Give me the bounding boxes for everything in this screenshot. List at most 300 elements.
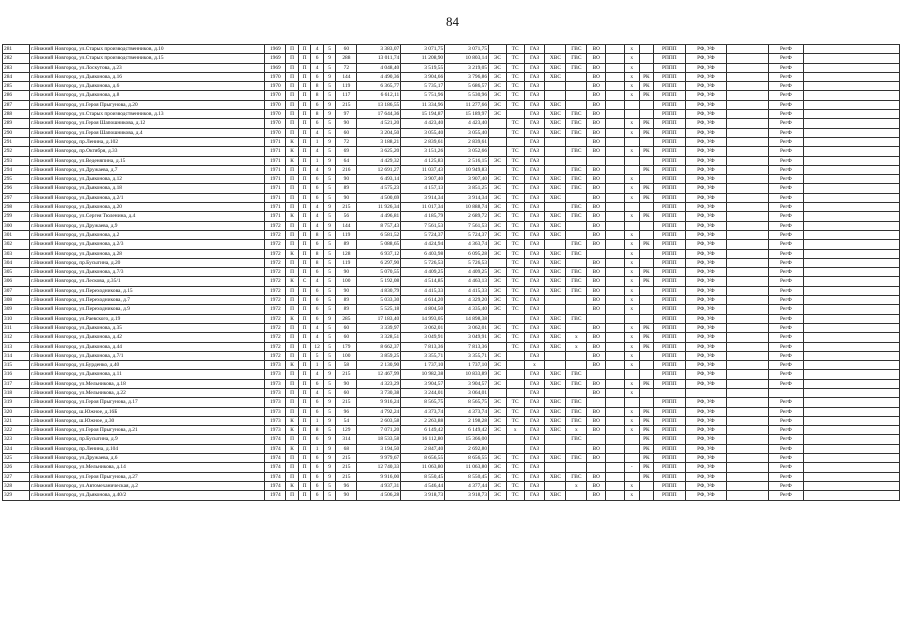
table-cell: 8 565,75 xyxy=(401,398,445,407)
table-cell xyxy=(639,54,654,63)
table-cell xyxy=(727,296,769,305)
table-cell: 9 xyxy=(323,314,336,323)
table-cell: П xyxy=(298,119,311,128)
table-cell: 1973 xyxy=(265,388,286,397)
table-cell: РегФ xyxy=(769,91,804,100)
table-cell xyxy=(624,444,639,453)
table-cell: К xyxy=(286,416,299,425)
table-cell: ВО xyxy=(587,128,606,137)
table-cell xyxy=(727,407,769,416)
address-cell: г.Нижний Новгород, ул.Дружаева, д.9 xyxy=(30,221,265,230)
table-cell xyxy=(639,398,654,407)
table-cell: РФ, УФ xyxy=(685,342,727,351)
address-cell: г.Нижний Новгород, ул.Старых производственников, д.15 xyxy=(30,54,265,63)
table-cell: 5 726,53 xyxy=(445,258,489,267)
table-cell: 100 xyxy=(336,277,357,286)
table-cell: ВО xyxy=(587,212,606,221)
table-cell: 312 xyxy=(3,333,30,342)
table-cell xyxy=(727,119,769,128)
table-cell: ВО xyxy=(587,100,606,109)
table-cell xyxy=(566,221,587,230)
table-cell: ТС xyxy=(506,240,524,249)
table-cell: 1971 xyxy=(265,156,286,165)
table-cell: ЭС xyxy=(489,407,507,416)
table-cell xyxy=(606,156,625,165)
table-cell: РФ, УФ xyxy=(685,472,727,481)
table-cell: ТС xyxy=(506,63,524,72)
table-cell: ГАЗ xyxy=(524,193,545,202)
table-cell: х xyxy=(624,91,639,100)
table-cell: РегФ xyxy=(769,165,804,174)
table-cell: ГАЗ xyxy=(524,454,545,463)
table-cell: ГВС xyxy=(566,54,587,63)
table-cell: 1972 xyxy=(265,314,286,323)
table-cell: 1971 xyxy=(265,193,286,202)
table-cell: РК xyxy=(639,212,654,221)
table-cell: П xyxy=(298,193,311,202)
table-cell: 6 xyxy=(311,286,324,295)
table-cell: 328 xyxy=(3,481,30,490)
table-cell: 308 xyxy=(3,296,30,305)
table-cell: ТС xyxy=(506,82,524,91)
table-cell: ВО xyxy=(587,323,606,332)
table-cell: ГВС xyxy=(566,454,587,463)
table-cell: 6 xyxy=(311,54,324,63)
table-cell: П xyxy=(286,268,299,277)
table-cell xyxy=(506,110,524,119)
address-cell: г.Нижний Новгород, ул.Лескова, д.35/1 xyxy=(30,277,265,286)
table-cell: ВО xyxy=(587,416,606,425)
table-cell: 4 xyxy=(311,221,324,230)
table-cell xyxy=(639,361,654,370)
table-cell: 5 xyxy=(323,212,336,221)
table-cell xyxy=(624,165,639,174)
table-cell: ВО xyxy=(587,472,606,481)
table-cell: РППП xyxy=(654,426,685,435)
table-cell xyxy=(566,156,587,165)
table-cell: 9 xyxy=(323,416,336,425)
table-cell: 60 xyxy=(336,128,357,137)
table-cell: х xyxy=(624,119,639,128)
table-cell: ЭС xyxy=(489,63,507,72)
table-row xyxy=(3,240,900,249)
address-cell: г.Нижний Новгород, ул.Дьяконова, д.40/2 xyxy=(30,491,265,500)
address-cell: г.Нижний Новгород, ул.Лоскутова, д.23 xyxy=(30,63,265,72)
table-cell: 9 xyxy=(323,444,336,453)
table-cell: ВО xyxy=(587,277,606,286)
table-cell xyxy=(803,351,899,360)
table-cell: ГАЗ xyxy=(524,156,545,165)
table-cell: 3 918,73 xyxy=(401,491,445,500)
table-cell xyxy=(803,305,899,314)
table-cell xyxy=(727,342,769,351)
table-cell: ТС xyxy=(506,472,524,481)
table-cell: 5 xyxy=(323,63,336,72)
table-cell: 5 xyxy=(323,407,336,416)
table-cell: 297 xyxy=(3,193,30,202)
table-cell xyxy=(803,54,899,63)
table-cell: РППП xyxy=(654,128,685,137)
table-cell: 288 xyxy=(3,110,30,119)
table-cell: РегФ xyxy=(769,444,804,453)
table-cell: РФ, УФ xyxy=(685,221,727,230)
table-cell: РФ, УФ xyxy=(685,444,727,453)
table-cell: РППП xyxy=(654,184,685,193)
table-cell: 6 xyxy=(311,184,324,193)
table-cell xyxy=(606,212,625,221)
table-cell xyxy=(606,351,625,360)
table-cell xyxy=(587,249,606,258)
table-cell: х xyxy=(624,296,639,305)
table-body xyxy=(3,45,900,501)
address-cell: г.Нижний Новгород, ул.Дьяконова, д.18 xyxy=(30,184,265,193)
table-cell: ЭС xyxy=(489,212,507,221)
table-cell xyxy=(545,165,566,174)
table-cell: РППП xyxy=(654,212,685,221)
table-cell xyxy=(727,435,769,444)
table-cell: 11 063,80 xyxy=(445,463,489,472)
table-row xyxy=(3,481,900,490)
table-cell: 4 575,23 xyxy=(357,184,401,193)
table-cell: ВО xyxy=(587,333,606,342)
table-cell: РФ, УФ xyxy=(685,54,727,63)
table-cell: 4 423,40 xyxy=(445,119,489,128)
table-cell: х xyxy=(624,212,639,221)
table-cell xyxy=(803,156,899,165)
table-cell: РППП xyxy=(654,454,685,463)
table-cell: РФ, УФ xyxy=(685,323,727,332)
table-cell: 2 839,61 xyxy=(445,137,489,146)
table-cell: 7 071,20 xyxy=(357,426,401,435)
table-cell xyxy=(506,314,524,323)
table-cell: 5 xyxy=(323,351,336,360)
table-cell: х xyxy=(624,342,639,351)
table-cell: ЭС xyxy=(489,277,507,286)
table-cell xyxy=(727,240,769,249)
table-cell: РФ, УФ xyxy=(685,45,727,54)
table-cell xyxy=(727,277,769,286)
address-cell: г.Нижний Новгород, ул.Дьяконова, д.44 xyxy=(30,342,265,351)
table-cell: РППП xyxy=(654,351,685,360)
table-cell: 3 328,51 xyxy=(357,333,401,342)
table-cell xyxy=(727,110,769,119)
table-cell: ВО xyxy=(587,491,606,500)
table-cell: 1 737,10 xyxy=(445,361,489,370)
table-cell xyxy=(639,481,654,490)
table-cell xyxy=(489,128,507,137)
table-cell xyxy=(506,370,524,379)
table-cell xyxy=(639,100,654,109)
table-cell: РегФ xyxy=(769,221,804,230)
table-cell: 5 530,96 xyxy=(445,91,489,100)
table-cell: ХВС xyxy=(545,249,566,258)
table-cell: РегФ xyxy=(769,426,804,435)
table-cell: РППП xyxy=(654,147,685,156)
table-row xyxy=(3,361,900,370)
table-cell: ЭС xyxy=(489,305,507,314)
table-cell: К xyxy=(286,361,299,370)
table-cell: 1972 xyxy=(265,221,286,230)
table-cell: ЭС xyxy=(489,361,507,370)
table-cell: РК xyxy=(639,82,654,91)
table-cell: РФ, УФ xyxy=(685,296,727,305)
table-cell: 9 xyxy=(323,156,336,165)
table-cell xyxy=(566,444,587,453)
table-row xyxy=(3,156,900,165)
table-cell: К xyxy=(286,249,299,258)
table-cell: 8 550,45 xyxy=(401,472,445,481)
table-cell: 216 xyxy=(336,165,357,174)
table-cell: ГАЗ xyxy=(524,165,545,174)
table-cell: х xyxy=(624,491,639,500)
table-cell: 8 xyxy=(311,91,324,100)
table-cell: 4 323,29 xyxy=(357,379,401,388)
table-cell: х xyxy=(624,175,639,184)
table-cell: ЭС xyxy=(489,333,507,342)
table-cell: 1971 xyxy=(265,165,286,174)
table-cell: РФ, УФ xyxy=(685,100,727,109)
table-cell: 1970 xyxy=(265,110,286,119)
table-cell: РК xyxy=(639,426,654,435)
table-cell: ЭС xyxy=(489,463,507,472)
table-cell: 8 xyxy=(311,110,324,119)
table-cell: ВО xyxy=(587,54,606,63)
table-cell xyxy=(606,286,625,295)
table-cell xyxy=(606,258,625,267)
table-row xyxy=(3,351,900,360)
table-cell: 7 813,36 xyxy=(445,342,489,351)
table-cell: 8 xyxy=(311,230,324,239)
table-cell xyxy=(727,351,769,360)
table-cell xyxy=(803,203,899,212)
table-cell: 90 xyxy=(336,268,357,277)
table-cell: ХВС xyxy=(545,193,566,202)
table-cell xyxy=(727,165,769,174)
table-cell xyxy=(606,481,625,490)
table-row xyxy=(3,221,900,230)
table-cell: ВО xyxy=(587,165,606,174)
table-cell: РФ, УФ xyxy=(685,305,727,314)
table-cell: П xyxy=(286,54,299,63)
table-cell: 1974 xyxy=(265,463,286,472)
table-cell: 2 839,61 xyxy=(401,137,445,146)
table-cell: 298 xyxy=(3,203,30,212)
table-cell: РегФ xyxy=(769,305,804,314)
table-cell: РФ, УФ xyxy=(685,91,727,100)
table-cell: РегФ xyxy=(769,323,804,332)
table-cell: 287 xyxy=(3,100,30,109)
table-cell: х xyxy=(566,481,587,490)
table-cell: ГАЗ xyxy=(524,388,545,397)
table-cell: РФ, УФ xyxy=(685,184,727,193)
table-cell xyxy=(624,370,639,379)
table-cell xyxy=(606,54,625,63)
table-cell xyxy=(606,342,625,351)
table-cell: 6 xyxy=(311,240,324,249)
table-cell: 9 xyxy=(323,54,336,63)
table-cell: 1973 xyxy=(265,361,286,370)
table-cell: РегФ xyxy=(769,296,804,305)
table-cell xyxy=(606,221,625,230)
table-cell xyxy=(803,444,899,453)
table-cell: 17 183,40 xyxy=(357,314,401,323)
table-cell: ГВС xyxy=(566,416,587,425)
table-cell: 296 xyxy=(3,184,30,193)
table-cell: 1974 xyxy=(265,454,286,463)
table-cell: П xyxy=(286,351,299,360)
table-cell xyxy=(639,491,654,500)
table-cell: РППП xyxy=(654,481,685,490)
table-cell: 117 xyxy=(336,91,357,100)
table-cell: 90 xyxy=(336,193,357,202)
table-cell: 5 724,37 xyxy=(401,230,445,239)
table-cell: 2 130,90 xyxy=(357,361,401,370)
address-cell: г.Нижний Новгород, ул.Дружаева, д.6 xyxy=(30,454,265,463)
table-cell: РегФ xyxy=(769,63,804,72)
address-cell: г.Нижний Новгород, пр.Бусыгина, д.20 xyxy=(30,258,265,267)
table-cell: х xyxy=(624,305,639,314)
address-cell: г.Нижний Новгород, ул.Раевского, д.19 xyxy=(30,314,265,323)
table-cell: 5 xyxy=(323,128,336,137)
table-cell: П xyxy=(298,249,311,258)
address-cell: г.Нижний Новгород, ул.Дьяконова, д.11 xyxy=(30,370,265,379)
address-cell: г.Нижний Новгород, ул.Героя Прыгунова, д.17 xyxy=(30,398,265,407)
table-cell: 6 xyxy=(311,463,324,472)
table-cell: РППП xyxy=(654,323,685,332)
table-cell: РППП xyxy=(654,249,685,258)
table-cell: ТС xyxy=(506,481,524,490)
table-cell: РегФ xyxy=(769,119,804,128)
table-cell: РФ, УФ xyxy=(685,203,727,212)
table-cell: 9 xyxy=(323,72,336,81)
table-cell: РФ, УФ xyxy=(685,333,727,342)
table-cell: П xyxy=(298,91,311,100)
table-cell: ГВС xyxy=(566,203,587,212)
table-cell: ВО xyxy=(587,351,606,360)
table-cell: ВО xyxy=(587,82,606,91)
table-cell: П xyxy=(286,407,299,416)
table-cell: ТС xyxy=(506,165,524,174)
table-cell: РегФ xyxy=(769,277,804,286)
table-cell: 283 xyxy=(3,63,30,72)
table-cell xyxy=(545,82,566,91)
table-row xyxy=(3,305,900,314)
table-cell xyxy=(803,221,899,230)
table-cell xyxy=(545,435,566,444)
table-cell: П xyxy=(298,230,311,239)
table-cell: ЭС xyxy=(489,296,507,305)
table-cell: ХВС xyxy=(545,175,566,184)
table-cell: П xyxy=(298,175,311,184)
table-cell: 1972 xyxy=(265,351,286,360)
table-cell: ХВС xyxy=(545,416,566,425)
table-cell: 1 xyxy=(311,137,324,146)
table-cell: 4 373,74 xyxy=(401,407,445,416)
table-cell: 8 656,55 xyxy=(445,454,489,463)
table-cell xyxy=(727,472,769,481)
table-cell xyxy=(506,351,524,360)
table-cell xyxy=(489,342,507,351)
table-cell: 60 xyxy=(336,333,357,342)
table-cell xyxy=(606,175,625,184)
table-cell: ВО xyxy=(587,481,606,490)
table-cell: 286 xyxy=(3,91,30,100)
table-cell: ГВС xyxy=(566,370,587,379)
table-cell: РегФ xyxy=(769,45,804,54)
table-cell: РегФ xyxy=(769,240,804,249)
table-cell: ЭС xyxy=(489,416,507,425)
table-cell: П xyxy=(286,230,299,239)
table-cell: 326 xyxy=(3,463,30,472)
table-cell: 5 xyxy=(323,268,336,277)
table-cell: ХВС xyxy=(545,119,566,128)
table-cell: ЭС xyxy=(489,351,507,360)
table-cell: 5 xyxy=(323,481,336,490)
table-cell: РФ, УФ xyxy=(685,128,727,137)
address-cell: г.Нижний Новгород, ул.Дьяконова, д.12 xyxy=(30,175,265,184)
table-cell: ТС xyxy=(506,491,524,500)
table-cell: РФ, УФ xyxy=(685,379,727,388)
table-cell: ТС xyxy=(506,54,524,63)
table-cell: 2 516,15 xyxy=(445,156,489,165)
table-cell xyxy=(489,137,507,146)
table-cell: 10 888,74 xyxy=(445,203,489,212)
table-cell xyxy=(624,398,639,407)
table-cell: РППП xyxy=(654,137,685,146)
table-cell: ХВС xyxy=(545,72,566,81)
table-cell xyxy=(727,323,769,332)
table-cell xyxy=(606,435,625,444)
table-cell: 56 xyxy=(336,212,357,221)
table-cell: ГАЗ xyxy=(524,230,545,239)
table-cell: 4 500,69 xyxy=(357,193,401,202)
table-cell: 2 263,88 xyxy=(401,416,445,425)
table-cell: ГАЗ xyxy=(524,184,545,193)
table-cell xyxy=(566,361,587,370)
table-cell: П xyxy=(286,63,299,72)
table-cell xyxy=(803,435,899,444)
table-cell: ВО xyxy=(587,72,606,81)
table-cell: 4 415,33 xyxy=(445,286,489,295)
table-cell: 3 904,66 xyxy=(401,72,445,81)
table-cell: 5 xyxy=(323,230,336,239)
table-cell: РФ, УФ xyxy=(685,72,727,81)
table-cell: ГВС xyxy=(566,175,587,184)
table-cell: ТС xyxy=(506,407,524,416)
table-cell: РППП xyxy=(654,100,685,109)
table-cell: 5 xyxy=(323,175,336,184)
table-cell: 292 xyxy=(3,147,30,156)
table-cell xyxy=(727,221,769,230)
table-cell: х xyxy=(624,249,639,258)
table-cell: 179 xyxy=(336,342,357,351)
table-cell xyxy=(803,370,899,379)
table-cell: 4 xyxy=(311,147,324,156)
table-cell: 15 194,87 xyxy=(401,110,445,119)
table-cell xyxy=(727,481,769,490)
table-cell: 288 xyxy=(336,54,357,63)
table-cell: ВО xyxy=(587,91,606,100)
table-cell: ЭС xyxy=(489,426,507,435)
table-cell: 1971 xyxy=(265,175,286,184)
table-cell: ГАЗ xyxy=(524,91,545,100)
table-cell: ХВС xyxy=(545,314,566,323)
table-cell xyxy=(727,72,769,81)
table-cell: 5 xyxy=(323,258,336,267)
table-cell xyxy=(803,63,899,72)
table-cell xyxy=(606,416,625,425)
table-cell: 215 xyxy=(336,100,357,109)
